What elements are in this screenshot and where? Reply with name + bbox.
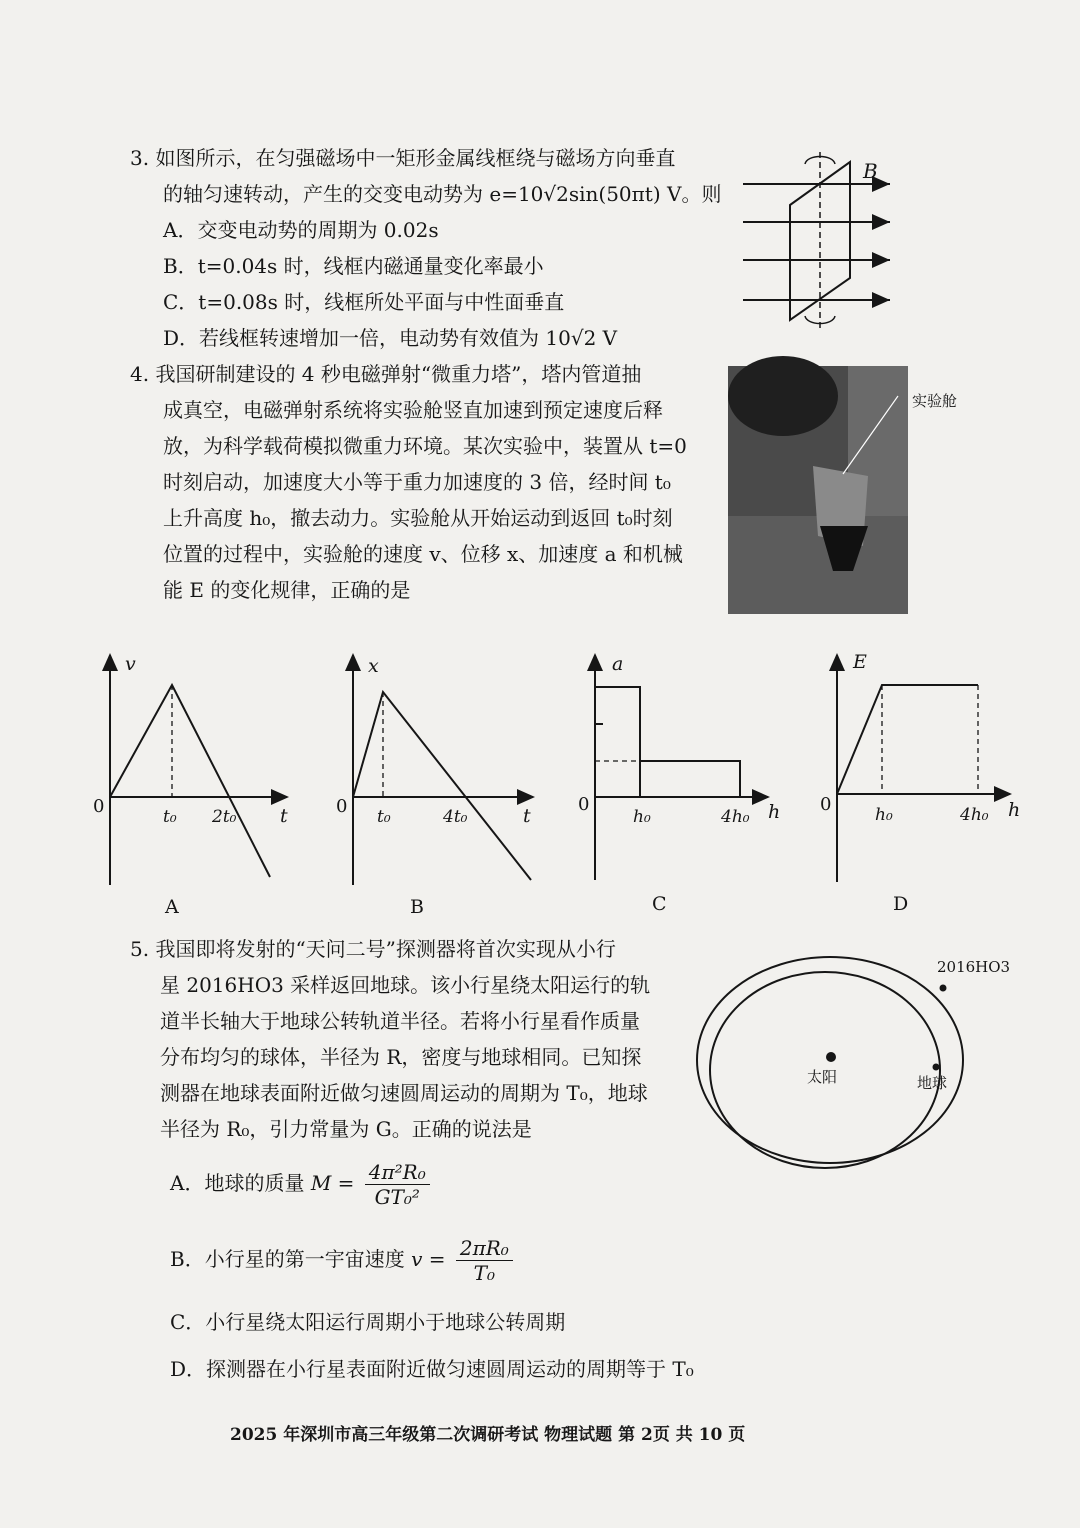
- asteroid-label: 2016HO3: [937, 958, 1011, 976]
- q5-line-6: 半径为 R₀，引力常量为 G。正确的说法是: [160, 1117, 532, 1141]
- q5-line-4: 分布均匀的球体，半径为 R，密度与地球相同。已知探: [160, 1045, 642, 1069]
- graph-b: [336, 655, 533, 918]
- q4-line-2: 成真空，电磁弹射系统将实验舱竖直加速到预定速度后释: [163, 398, 663, 422]
- q5-option-d: D．探测器在小行星表面附近做匀速圆周运动的周期等于 T₀: [170, 1357, 694, 1381]
- graph-a-tick-1: t₀: [163, 807, 177, 827]
- q5-option-b-numerator: 2πR₀: [456, 1236, 513, 1261]
- q4-text-1: 我国研制建设的 4 秒电磁弹射“微重力塔”，塔内管道抽: [155, 362, 642, 386]
- earth-dot: [933, 1064, 940, 1071]
- q5-line-2: 星 2016HO3 采样返回地球。该小行星绕太阳运行的轨: [160, 973, 651, 997]
- q5-orbit-figure: [695, 950, 1011, 1190]
- sun-label: 太阳: [807, 1068, 838, 1086]
- q5-line-5: 测器在地球表面附近做匀速圆周运动的周期为 T₀，地球: [160, 1081, 648, 1105]
- capsule-photo: [728, 366, 908, 614]
- q3-option-c: C．t=0.08s 时，线框所处平面与中性面垂直: [163, 290, 565, 314]
- field-lines: [743, 184, 890, 300]
- q3-magnetic-field-figure: [735, 150, 905, 330]
- page-footer: 2025 年深圳市高三年级第二次调研考试 物理试题 第 2页 共 10 页: [230, 1425, 746, 1445]
- graph-d-y-label: E: [853, 651, 867, 673]
- graph-d-tick-1: h₀: [875, 805, 893, 825]
- asteroid-dot: [940, 985, 947, 992]
- sun-dot: [826, 1052, 836, 1062]
- q4-line-5: 上升高度 h₀，撤去动力。实验舱从开始运动到返回 t₀时刻: [163, 506, 673, 530]
- graph-c-caption: C: [652, 893, 667, 915]
- graph-d-x-label: h: [1008, 799, 1021, 821]
- graph-d-origin: 0: [820, 794, 832, 815]
- q4-number: 4.: [130, 362, 150, 386]
- capsule-photo-drawing: [728, 366, 908, 614]
- q4-line-3: 放，为科学载荷模拟微重力环境。某次实验中，装置从 t=0: [163, 434, 687, 458]
- q4-line-4: 时刻启动，加速度大小等于重力加速度的 3 倍，经时间 t₀: [163, 470, 671, 494]
- q5-text-1: 我国即将发射的“天问二号”探测器将首次实现从小行: [155, 937, 616, 961]
- q5-option-a-fraction: [365, 1160, 430, 1209]
- q5-option-b-text: B．小行星的第一宇宙速度: [170, 1247, 405, 1271]
- capsule-label: 实验舱: [912, 392, 958, 410]
- graph-c: [578, 653, 780, 915]
- graph-c-tick-2: 4h₀: [721, 807, 750, 827]
- graph-d-caption: D: [893, 893, 909, 915]
- graph-a-caption: A: [165, 896, 179, 918]
- q3-option-a: A．交变电动势的周期为 0.02s: [163, 218, 439, 242]
- q5-option-c: C．小行星绕太阳运行周期小于地球公转周期: [170, 1310, 566, 1334]
- q5-option-b-fraction: [456, 1236, 513, 1285]
- graph-b-x-label: t: [523, 805, 531, 827]
- graph-a: [93, 653, 288, 918]
- q4-line-6: 位置的过程中，实验舱的速度 v、位移 x、加速度 a 和机械: [163, 542, 683, 566]
- graph-c-y-label: a: [612, 653, 624, 675]
- graph-c-origin: 0: [578, 794, 590, 815]
- q5-option-a-denominator: GT₀²: [374, 1185, 420, 1209]
- graph-a-origin: 0: [93, 796, 105, 817]
- graph-b-tick-1: t₀: [377, 807, 391, 827]
- earth-label: 地球: [917, 1074, 948, 1092]
- q5-number: 5.: [130, 937, 150, 961]
- q5-option-a-text: A．地球的质量: [170, 1171, 305, 1195]
- q5-line-3: 道半长轴大于地球公转轨道半径。若将小行星看作质量: [160, 1009, 640, 1033]
- q5-option-b: [170, 1236, 513, 1285]
- q3-option-b: B．t=0.04s 时，线框内磁通量变化率最小: [163, 254, 544, 278]
- q5-option-b-lhs: v =: [411, 1247, 446, 1271]
- graph-b-caption: B: [410, 896, 424, 918]
- graph-d-tick-2: 4h₀: [960, 805, 989, 825]
- graph-b-y-label: x: [368, 655, 379, 677]
- q5-option-a: [170, 1160, 430, 1209]
- graph-c-x-label: h: [768, 801, 781, 823]
- q3-line-2: 的轴匀速转动，产生的交变电动势为 e=10√2sin(50πt) V。则: [163, 182, 722, 206]
- q5-option-a-lhs: M =: [310, 1171, 355, 1195]
- graph-a-y-label: v: [125, 653, 136, 675]
- graph-a-x-label: t: [280, 805, 288, 827]
- q3-number: 3.: [130, 146, 150, 170]
- graph-b-origin: 0: [336, 796, 348, 817]
- graph-d: [820, 651, 1020, 915]
- graph-c-tick-1: h₀: [633, 807, 651, 827]
- q5-option-a-numerator: 4π²R₀: [365, 1160, 430, 1185]
- q3-text-1: 如图所示，在匀强磁场中一矩形金属线框绕与磁场方向垂直: [155, 146, 676, 170]
- q5-line-1: [130, 935, 616, 963]
- graph-b-tick-2: 4t₀: [443, 807, 468, 827]
- q4-line-1: [130, 360, 641, 388]
- field-label: B: [863, 159, 878, 183]
- q4-graphs: [85, 640, 1035, 930]
- q3-line-1: [130, 144, 675, 172]
- graph-a-tick-2: 2t₀: [212, 807, 237, 827]
- q4-line-7: 能 E 的变化规律，正确的是: [163, 578, 411, 602]
- q3-option-d: D．若线框转速增加一倍，电动势有效值为 10√2 V: [163, 326, 618, 350]
- q5-option-b-denominator: T₀: [473, 1261, 495, 1285]
